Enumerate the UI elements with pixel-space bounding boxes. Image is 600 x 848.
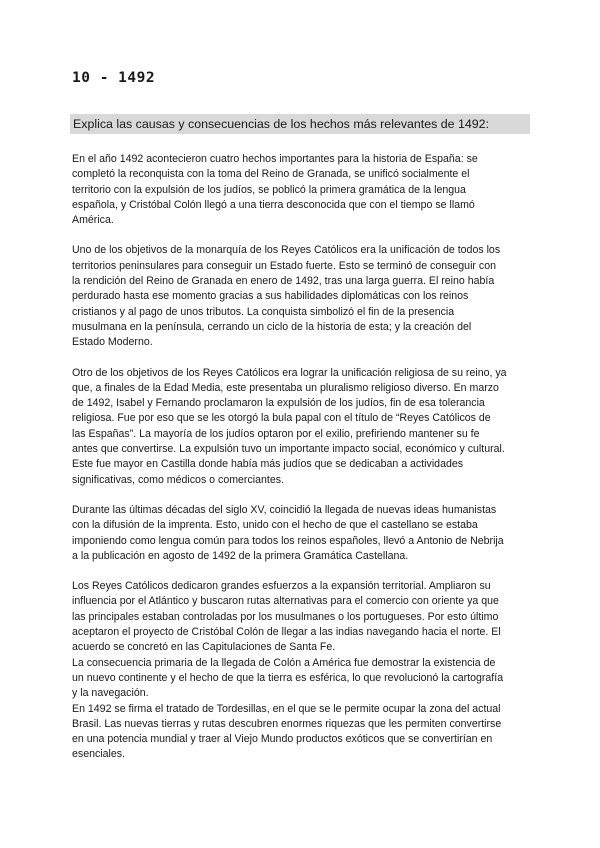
text-line: las principales estaban controladas por los musulmanes o los portugueses. Por esto último (72, 610, 499, 623)
paragraph-gramatica (72, 503, 532, 564)
text-line: Los Reyes Católicos dedicaron grandes esfuerzos a la expansión territorial. Ampliaron su (72, 580, 491, 593)
text-line: un nuevo continente y el hecho de que la tierra es esférica, lo que revolucionó la cartografía (72, 671, 504, 684)
text-line: española, y Cristóbal Colón llegó a una tierra desconocida que con el tiempo se llamó (72, 198, 475, 211)
text-line: significativas, como médicos o comerciantes. (72, 473, 284, 486)
text-line: las Españas”. La mayoría de los judíos optaron por el exilio, prefiriendo mantener su fe (72, 427, 480, 440)
text-line: antes que convertirse. La expulsión tuvo un importante impacto social, económico y cultural. (72, 443, 505, 456)
paragraph-intro (72, 152, 532, 228)
text-line: En el año 1492 acontecieron cuatro hechos importantes para la historia de España: se (72, 153, 478, 165)
text-line: la rendición del Reino de Granada en enero de 1492, tras una larga guerra. El reino había (72, 275, 495, 288)
text-line: Uno de los objetivos de la monarquía de los Reyes Católicos era la unificación de todos los (72, 244, 501, 257)
text-line: aceptaron el proyecto de Cristóbal Colón de llegar a las indias navegando hacia el norte. El (72, 626, 501, 639)
text-line: Estado Moderno. (72, 336, 153, 349)
text-line: Otro de los objetivos de los Reyes Católicos era lograr la unificación religiosa de su reino, ya (72, 366, 507, 379)
body-text (72, 152, 532, 763)
text-line: de 1492, Isabel y Fernando proclamaron la expulsión de los judíos, fin de esa tolerancia (72, 397, 485, 410)
text-line: Brasil. Las nuevas tierras y rutas descubren enormes riquezas que les permiten convertirse (72, 717, 502, 730)
text-line: esenciales. (72, 748, 125, 761)
text-line: en una potencia mundial y traer al Viejo Mundo productos exóticos que se convertirían en (72, 733, 493, 746)
question-highlight: Explica las causas y consecuencias de los hechos más relevantes de 1492: (70, 114, 530, 134)
text-line: cristianos y al pago de unos tributos. La conquista simbolizó el fin de la presencia (72, 305, 455, 318)
paragraph-granada (72, 243, 532, 350)
text-line: y la navegación. (72, 687, 149, 700)
text-line: completó la reconquista con la toma del Reino de Granada, se unificó socialmente el (72, 168, 470, 181)
text-line: a la publicación en agosto de 1492 de la primera Gramática Castellana. (72, 549, 409, 562)
text-line: religiosa. Fue por eso que se les otorgó la bula papal con el título de “Reyes Católicos de (72, 412, 491, 425)
paragraph-expulsion (72, 366, 532, 488)
paragraph-tordesillas (72, 702, 532, 763)
text-line: influencia por el Atlántico y buscaron rutas alternativas para el comercio con oriente ya que (72, 595, 499, 608)
text-line: La consecuencia primaria de la llegada de Colón a América fue demostrar la existencia de (72, 656, 496, 669)
text-line: imponiendo como lengua común para todos los reinos españoles, llevó a Antonio de Nebrija (72, 534, 504, 547)
text-line: que, a finales de la Edad Media, este presentaba un pluralismo religioso diverso. En marzo (72, 381, 499, 394)
text-line: territorios peninsulares para conseguir un Estado fuerte. Esto se terminó de conseguir con (72, 259, 496, 272)
page-heading: 10 - 1492 (72, 70, 156, 86)
paragraph-consecuencia (72, 656, 532, 702)
text-line: musulmana en la península, cerrando un ciclo de la historia de esta; y la creación del (72, 320, 472, 333)
text-line: con la difusión de la imprenta. Esto, unido con el hecho de que el castellano se estaba (72, 519, 478, 532)
text-line: América. (72, 214, 114, 227)
text-line: perdurado hasta ese momento gracias a sus habilidades diplomáticas con los reinos (72, 290, 469, 303)
text-line: acuerdo se concretó en las Capitulaciones de Santa Fe. (72, 641, 336, 654)
text-line: En 1492 se firma el tratado de Tordesillas, en el que se le permite ocupar la zona del actual (72, 702, 501, 715)
text-line: Este fue mayor en Castilla donde había más judíos que se dedicaban a actividades (72, 458, 464, 471)
text-line: Durante las últimas décadas del siglo XV, coincidió la llegada de nuevas ideas humanistas (72, 503, 497, 516)
text-line: territorio con la expulsión de los judíos, se poblicó la primera gramática de la lengua (72, 183, 466, 196)
paragraph-expansion (72, 579, 532, 655)
